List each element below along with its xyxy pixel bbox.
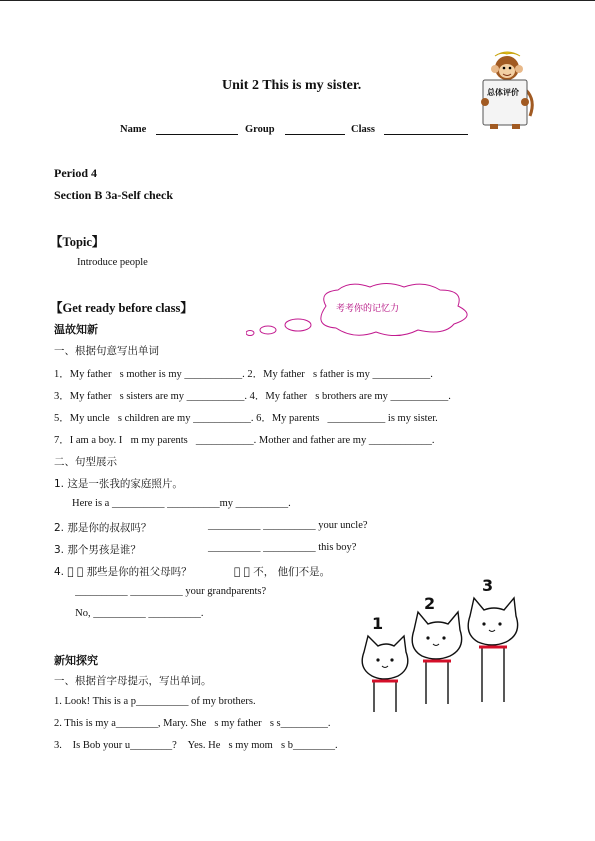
cat-number-1: 1 — [372, 614, 384, 633]
topic-heading: 【Topic】 — [50, 235, 105, 249]
part1-line: 7．I am a boy. I m my parents ___________. Mother and father are my ____________. — [54, 435, 435, 446]
question-4-reply:     不， 他们不是。 — [234, 566, 331, 578]
part1-line: 1．My father s mother is my ___________. 2．My father s father is my ___________. — [54, 369, 433, 380]
cats-illustration — [352, 572, 527, 714]
question-1-answer: Here is a __________ __________my __________. — [72, 498, 291, 509]
explore-title: 一、根据首字母提示，写出单词。 — [54, 675, 212, 687]
period-label: Period 4 — [54, 166, 97, 180]
question-3-answer: __________ __________ this boy? — [208, 542, 357, 553]
review-heading: 温故知新 — [54, 323, 98, 336]
cat-number-3: 3 — [482, 576, 494, 595]
cat-number-2: 2 — [424, 594, 436, 613]
group-label: Group — [245, 124, 275, 135]
topic-text: Introduce people — [77, 257, 148, 268]
top-border — [0, 0, 595, 1]
section-label: Section B 3a-Self check — [54, 188, 173, 202]
question-2-answer: __________ __________ your uncle? — [208, 520, 368, 531]
explore-heading: 新知探究 — [54, 654, 98, 667]
group-input[interactable] — [285, 124, 345, 135]
question-1: 1. 这是一张我的家庭照片。 — [54, 478, 183, 490]
page-title: Unit 2 This is my sister. — [222, 78, 362, 93]
question-3: 3. 那个男孩是谁？ — [54, 544, 141, 556]
question-2: 2. 那是你的叔叔吗？ — [54, 522, 152, 534]
part1-line: 3．My father s sisters are my ___________. 4．My father s brothers are my ___________. — [54, 391, 451, 402]
question-4-no:  No, __________ __________. — [67, 608, 204, 619]
name-label: Name — [120, 124, 147, 135]
part1-title: 一、根据句意写出单词 — [54, 345, 159, 357]
part2-title: 二、句型展示 — [54, 456, 117, 468]
question-4-answer:  __________ __________ your grandparents? — [67, 586, 267, 597]
class-input[interactable] — [384, 124, 468, 135]
badge-label: 总体评价 — [487, 88, 519, 97]
cloud-text: 考考你的记忆力 — [336, 304, 400, 314]
explore-line: 1. Look! This is a p__________ of my brothers. — [54, 696, 256, 707]
explore-line: 3.  Is Bob your u________?  Yes. He s my mom s b________. — [54, 740, 338, 751]
name-input[interactable] — [156, 124, 238, 135]
question-4: 4.     那些是你的祖父母吗？ — [54, 566, 192, 578]
part1-line: 5．My uncle s children are my ___________. 6．My parents ___________ is my sister. — [54, 413, 438, 424]
class-label: Class — [351, 124, 375, 135]
explore-line: 2. This is my a________, Mary. She s my father s s_________. — [54, 718, 331, 729]
ready-heading: 【Get ready before class】 — [50, 301, 193, 315]
